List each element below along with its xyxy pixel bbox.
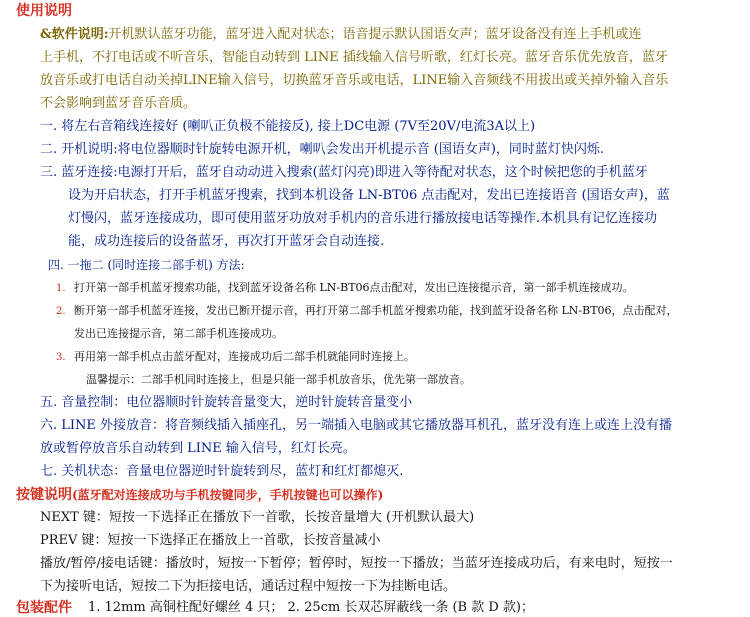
keys-sync-note: (蓝牙配对连接成功与手机按键同步，手机按键也可以操作) — [72, 488, 384, 502]
key-prev: PREV 键：短按一下选择正在播放上一首歌，长按音量减小 — [40, 533, 381, 548]
step-6-line1: 六. LINE 外接放音：将音频线插入插座孔，另一端插入电脑或其它播放器耳机孔，蓝牙没有连上或连上没有播 — [40, 418, 673, 433]
step-4-item-1-text: 打开第一部手机蓝牙搜索功能，找到蓝牙设备名称 LN-BT06点击配对，发出已连接提示音，第一部手机连接成功。 — [74, 281, 634, 294]
step-4-item-1 — [56, 280, 634, 297]
warm-tip: 温馨提示：二部手机同时连接上，但是只能一部手机放音乐，优先第一部放音。 — [86, 373, 471, 386]
item-number-2: 2. — [56, 306, 66, 317]
item-number-1: 1. — [56, 283, 66, 294]
step-5: 五. 音量控制：电位器顺时针旋转音量变大，逆时针旋转音量变小 — [40, 395, 413, 410]
step-1: 一. 将左右音箱线连接好 (喇叭正负极不能接反), 接上DC电源 (7V至20V/电流3A以上) — [40, 119, 536, 134]
step-4-item-2 — [56, 303, 678, 320]
section-keys-title: 按键说明 — [16, 487, 72, 503]
step-3-line1: 三. 蓝牙连接:电源打开后，蓝牙自动动进入搜索(蓝灯闪亮)即进入等待配对状态，这个时候把您的手机蓝牙 — [40, 165, 648, 180]
keys-header — [16, 487, 383, 504]
software-description-line3: 放音乐或打电话自动关掉LINE输入信号，切换蓝牙音乐或电话，LINE输入音频线不用拔出或关掉外输入音乐 — [40, 73, 669, 88]
software-description-line4: 不会影响到蓝牙音乐音质。 — [40, 96, 197, 111]
step-6-line2: 放或暂停放音乐自动转到 LINE 输入信号，红灯长亮。 — [40, 441, 356, 456]
item-number-3: 3. — [56, 352, 66, 363]
step-4-title: 四. 一拖二 (同时连接二部手机) 方法: — [48, 258, 245, 272]
step-3-line4: 能，成功连接后的设备蓝牙，再次打开蓝牙会自动连接. — [68, 234, 385, 249]
step-4-item-3 — [56, 349, 415, 366]
software-text-1: 开机默认蓝牙功能，蓝牙进入配对状态；语音提示默认国语女声；蓝牙设备没有连上手机或连 — [108, 27, 642, 42]
software-description-line1 — [40, 27, 642, 43]
step-2: 二. 开机说明:将电位器顺时针旋转电源开机，喇叭会发出开机提示音 (国语女声)，同时蓝灯快闪烁. — [40, 142, 605, 157]
step-4-item-2-cont: 发出已连接提示音，第二部手机连接成功。 — [74, 327, 283, 340]
section-usage-title: 使用说明 — [16, 3, 72, 19]
step-4-item-3-text: 再用第一部手机点击蓝牙配对，连接成功后二部手机就能同时连接上。 — [74, 350, 415, 363]
step-4-item-2-text: 断开第一部手机蓝牙连接，发出已断开提示音，再打开第二部手机蓝牙搜索功能，找到蓝牙设备名称 LN-BT06，点击配对， — [74, 304, 678, 317]
step-3-line2: 设为开启状态，打开手机蓝牙搜索，找到本机设备 LN-BT06 点击配对，发出已连接语音 (国语女声)，蓝 — [68, 188, 670, 203]
section-pack-title: 包装配件 — [16, 600, 72, 616]
key-next: NEXT 键：短按一下选择正在播放下一首歌，长按音量增大 (开机默认最大) — [40, 510, 475, 525]
software-label: &软件说明: — [40, 27, 109, 42]
step-7: 七. 关机状态：音量电位器逆时针旋转到尽，蓝灯和红灯都熄灭. — [40, 464, 404, 479]
key-play-line2: 下为接听电话，短按二下为拒接电话，通话过程中短按一下为挂断电话。 — [40, 579, 457, 594]
key-play-line1: 播放/暂停/接电话键：播放时，短按一下暂停；暂停时，短按一下播放；当蓝牙连接成功后，有来电时，短按一 — [40, 556, 673, 571]
software-description-line2: 上手机，不打电话或不听音乐，智能自动转到 LINE 插线输入信号听歌，红灯长亮。蓝牙音乐优先放音，蓝牙 — [40, 50, 668, 65]
step-3-line3: 灯慢闪，蓝牙连接成功，即可使用蓝牙功放对手机内的音乐进行播放接电话等操作.本机具有记忆连接功 — [68, 211, 658, 226]
pack-contents: 1. 12mm 高铜柱配好螺丝 4 只； 2. 25cm 长双芯屏蔽线一条 (B 款 D 款)； — [88, 600, 534, 615]
